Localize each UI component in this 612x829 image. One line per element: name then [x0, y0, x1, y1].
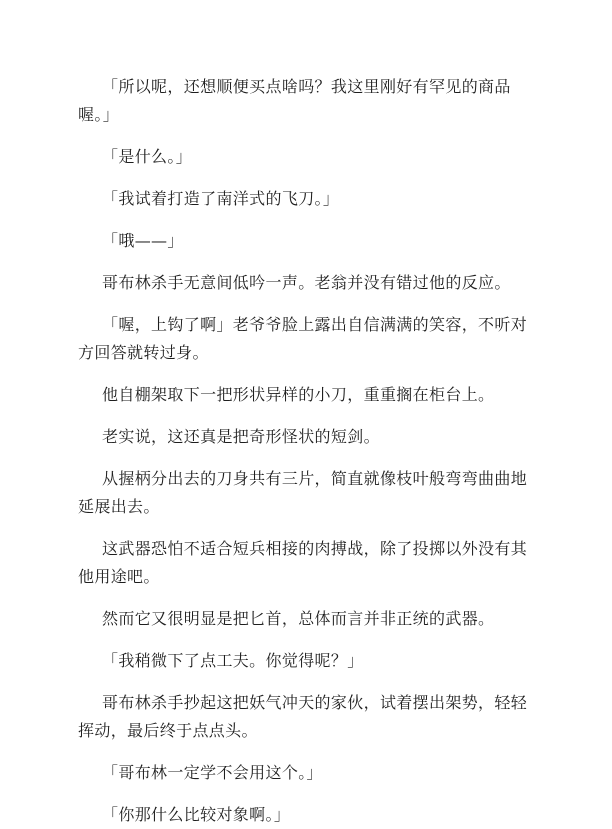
paragraph: 他自棚架取下一把形状异样的小刀，重重搁在柜台上。	[102, 385, 495, 404]
paragraph: 「我试着打造了南洋式的飞刀。」	[102, 189, 340, 208]
paragraph: 「你那什么比较对象啊。」	[102, 805, 291, 824]
paragraph: 老实说，这还真是把奇形怪状的短剑。	[102, 427, 380, 446]
paragraph: 哥布林杀手抄起这把妖气冲天的家伙，试着摆出架势，轻轻挥动，最后终于点点头。	[78, 693, 528, 740]
paragraph: 「喔，上钩了啊」老爷爷脸上露出自信满满的笑容，不听对方回答就转过身。	[78, 315, 528, 362]
paragraph: 「我稍微下了点工夫。你觉得呢？」	[102, 651, 364, 670]
paragraph: 哥布林杀手无意间低吟一声。老翁并没有错过他的反应。	[102, 273, 511, 292]
paragraph: 「哦——」	[102, 231, 184, 250]
paragraph: 从握柄分出去的刀身共有三片，简直就像枝叶般弯弯曲曲地延展出去。	[78, 469, 528, 516]
paragraph: 「所以呢，还想顺便买点啥吗？我这里刚好有罕见的商品喔。」	[78, 77, 511, 124]
paragraph: 「哥布林一定学不会用这个。」	[102, 763, 323, 782]
paragraph: 「是什么。」	[102, 147, 193, 166]
paragraph: 这武器恐怕不适合短兵相接的肉搏战，除了投掷以外没有其他用途吧。	[78, 539, 528, 586]
paragraph: 然而它又很明显是把匕首，总体而言并非正统的武器。	[102, 609, 495, 628]
